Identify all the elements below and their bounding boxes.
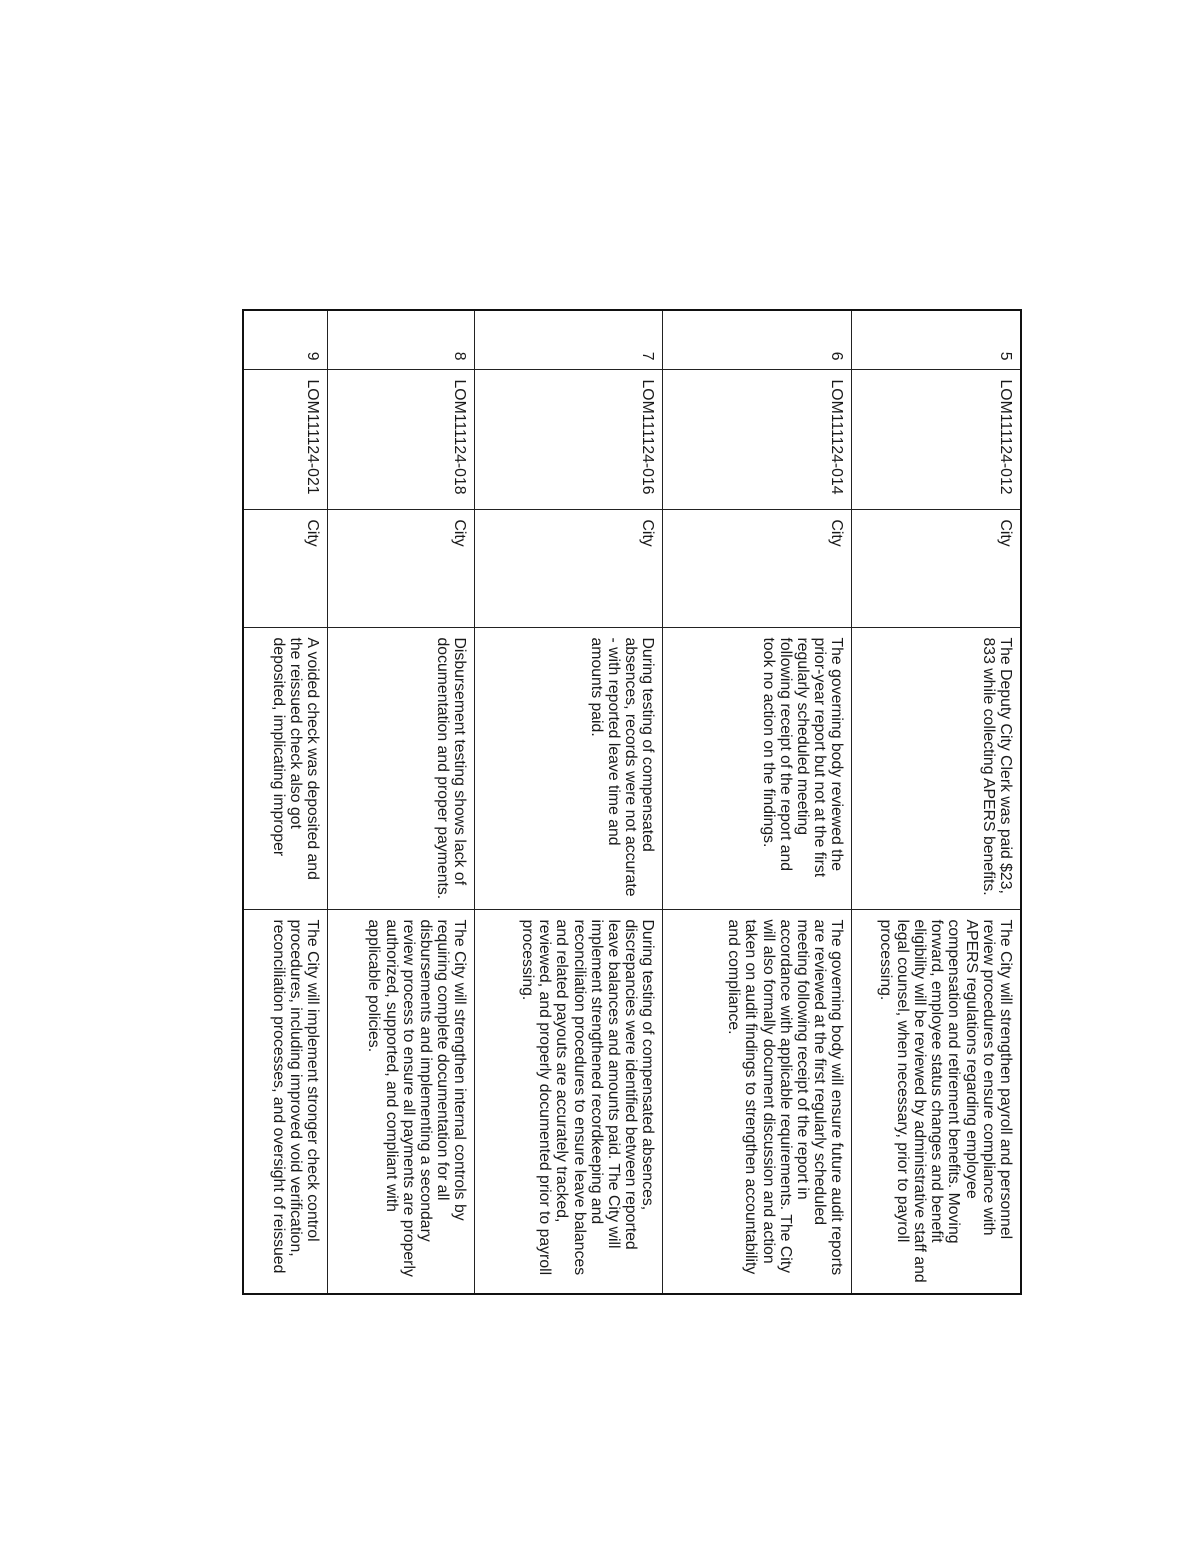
finding-id: LOM111124-014 — [663, 369, 852, 509]
finding-number: 9 — [243, 310, 328, 369]
entity: City — [852, 509, 1021, 627]
finding-number: 5 — [852, 310, 1021, 369]
finding-description: During testing of compensated absences, records were not accurate - with reported leave time and amounts paid. — [475, 627, 663, 909]
finding-description: The Deputy City Clerk was paid $23, 833 while collecting APERS benefits. — [852, 627, 1021, 909]
corrective-response: The governing body will ensure future audit reports are reviewed at the first regularly scheduled meeting following receipt of the report in accordance with applicable requirements. The City will also formally document discussion and action taken on audit findings to strengthen accountability and compliance. — [663, 909, 852, 1294]
corrective-response: During testing of compensated absences, discrepancies were identified between reported leave balances and amounts paid. The City will implement strengthened recordkeeping and reconciliation procedures to ensure leave balances and related payouts are accurately tracked, reviewed, and properly documented prior to payroll processing. — [475, 909, 663, 1294]
entity: City — [475, 509, 663, 627]
finding-description: The governing body reviewed the prior-year report but not at the first regularly scheduled meeting following receipt of the report and took no action on the findings. — [663, 627, 852, 909]
table-row — [328, 310, 475, 1294]
table-row — [475, 310, 663, 1294]
entity: City — [243, 509, 328, 627]
table-row — [243, 310, 328, 1294]
finding-id: LOM111124-018 — [328, 369, 475, 509]
finding-id: LOM111124-012 — [852, 369, 1021, 509]
finding-number: 6 — [663, 310, 852, 369]
corrective-response: The City will implement stronger check control procedures, including improved void verification, reconciliation processes, and oversight of reissued — [243, 909, 328, 1294]
entity: City — [328, 509, 475, 627]
corrective-response: The City will strengthen internal controls by requiring complete documentation for all disbursements and implementing a secondary review process to ensure all payments are properly authorized, supported, and compliant with applicable policies. — [328, 909, 475, 1294]
finding-number: 7 — [475, 310, 663, 369]
entity: City — [663, 509, 852, 627]
finding-id: LOM111124-021 — [243, 369, 328, 509]
finding-id: LOM111124-016 — [475, 369, 663, 509]
audit-findings-table — [242, 309, 1022, 1295]
rotated-page-content — [244, 309, 1022, 1293]
table-row — [663, 310, 852, 1294]
finding-description: A voided check was deposited and the reissued check also got deposited, implicating improper — [243, 627, 328, 909]
finding-description: Disbursement testing shows lack of documentation and proper payments. — [328, 627, 475, 909]
corrective-response: The City will strengthen payroll and personnel review procedures to ensure compliance with APERS regulations regarding employee compensation and retirement benefits. Moving forward, employee status changes and benefit eligibility will be reviewed by administrative staff and legal counsel, when necessary, prior to payroll processing. — [852, 909, 1021, 1294]
finding-number: 8 — [328, 310, 475, 369]
table-row — [852, 310, 1021, 1294]
